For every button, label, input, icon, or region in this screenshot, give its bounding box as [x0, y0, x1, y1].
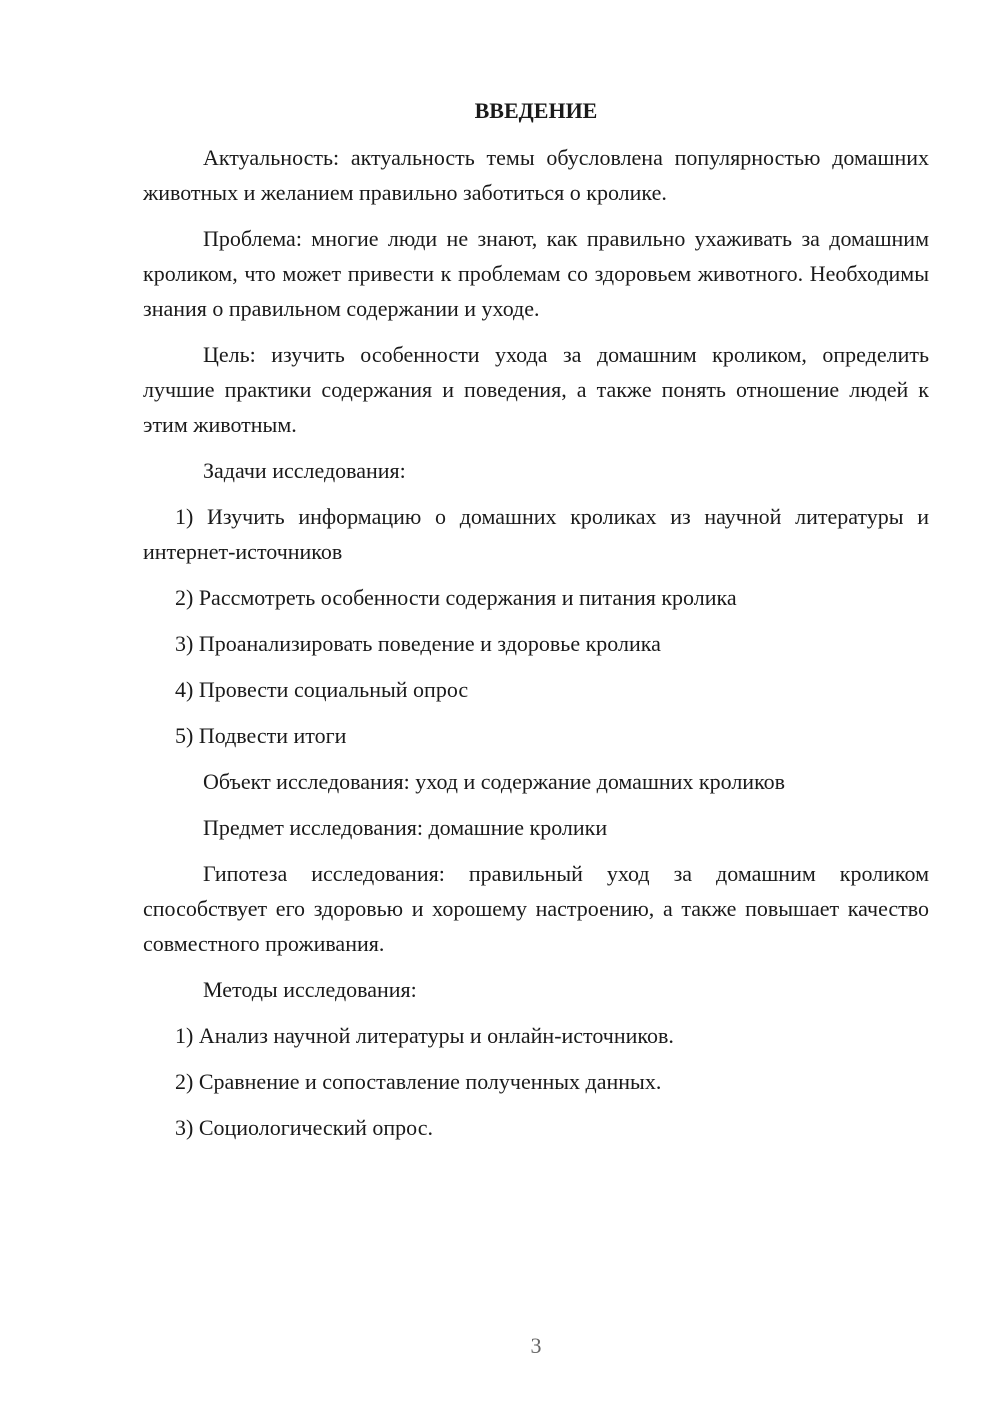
goal-paragraph: Цель: изучить особенности ухода за домашним кроликом, определить лучшие практики содержания и поведения, а также понять отношение людей к этим животным.	[143, 342, 929, 437]
object-paragraph: Объект исследования: уход и содержание домашних кроликов	[203, 769, 786, 794]
task-item-4: 4) Провести социальный опрос	[175, 677, 469, 702]
relevance-paragraph: Актуальность: актуальность темы обусловлена популярностью домашних животных и желанием правильно заботиться о кролике.	[143, 145, 929, 205]
task-item-5: 5) Подвести итоги	[175, 723, 347, 748]
method-item-3: 3) Социологический опрос.	[175, 1115, 433, 1140]
subject-paragraph: Предмет исследования: домашние кролики	[203, 815, 608, 840]
tasks-heading: Задачи исследования:	[203, 458, 406, 483]
method-item-1: 1) Анализ научной литературы и онлайн-источников.	[175, 1023, 674, 1048]
task-item-1: 1) Изучить информацию о домашних кроликах из научной литературы и интернет-источников	[143, 504, 929, 564]
methods-heading: Методы исследования:	[203, 977, 417, 1002]
task-item-2: 2) Рассмотреть особенности содержания и питания кролика	[175, 585, 737, 610]
method-item-2: 2) Сравнение и сопоставление полученных данных.	[175, 1069, 662, 1094]
page-title: ВВЕДЕНИЕ	[474, 98, 598, 123]
problem-paragraph: Проблема: многие люди не знают, как правильно ухаживать за домашним кроликом, что может привести к проблемам со здоровьем животного. Необходимы знания о правильном содержании и уходе.	[143, 226, 929, 321]
task-item-3: 3) Проанализировать поведение и здоровье кролика	[175, 631, 661, 656]
hypothesis-paragraph: Гипотеза исследования: правильный уход за домашним кроликом способствует его здоровью и хорошему настроению, а также повышает качество совместного проживания.	[143, 861, 929, 956]
page-content	[143, 94, 929, 1156]
page-number: 3	[530, 1333, 542, 1358]
